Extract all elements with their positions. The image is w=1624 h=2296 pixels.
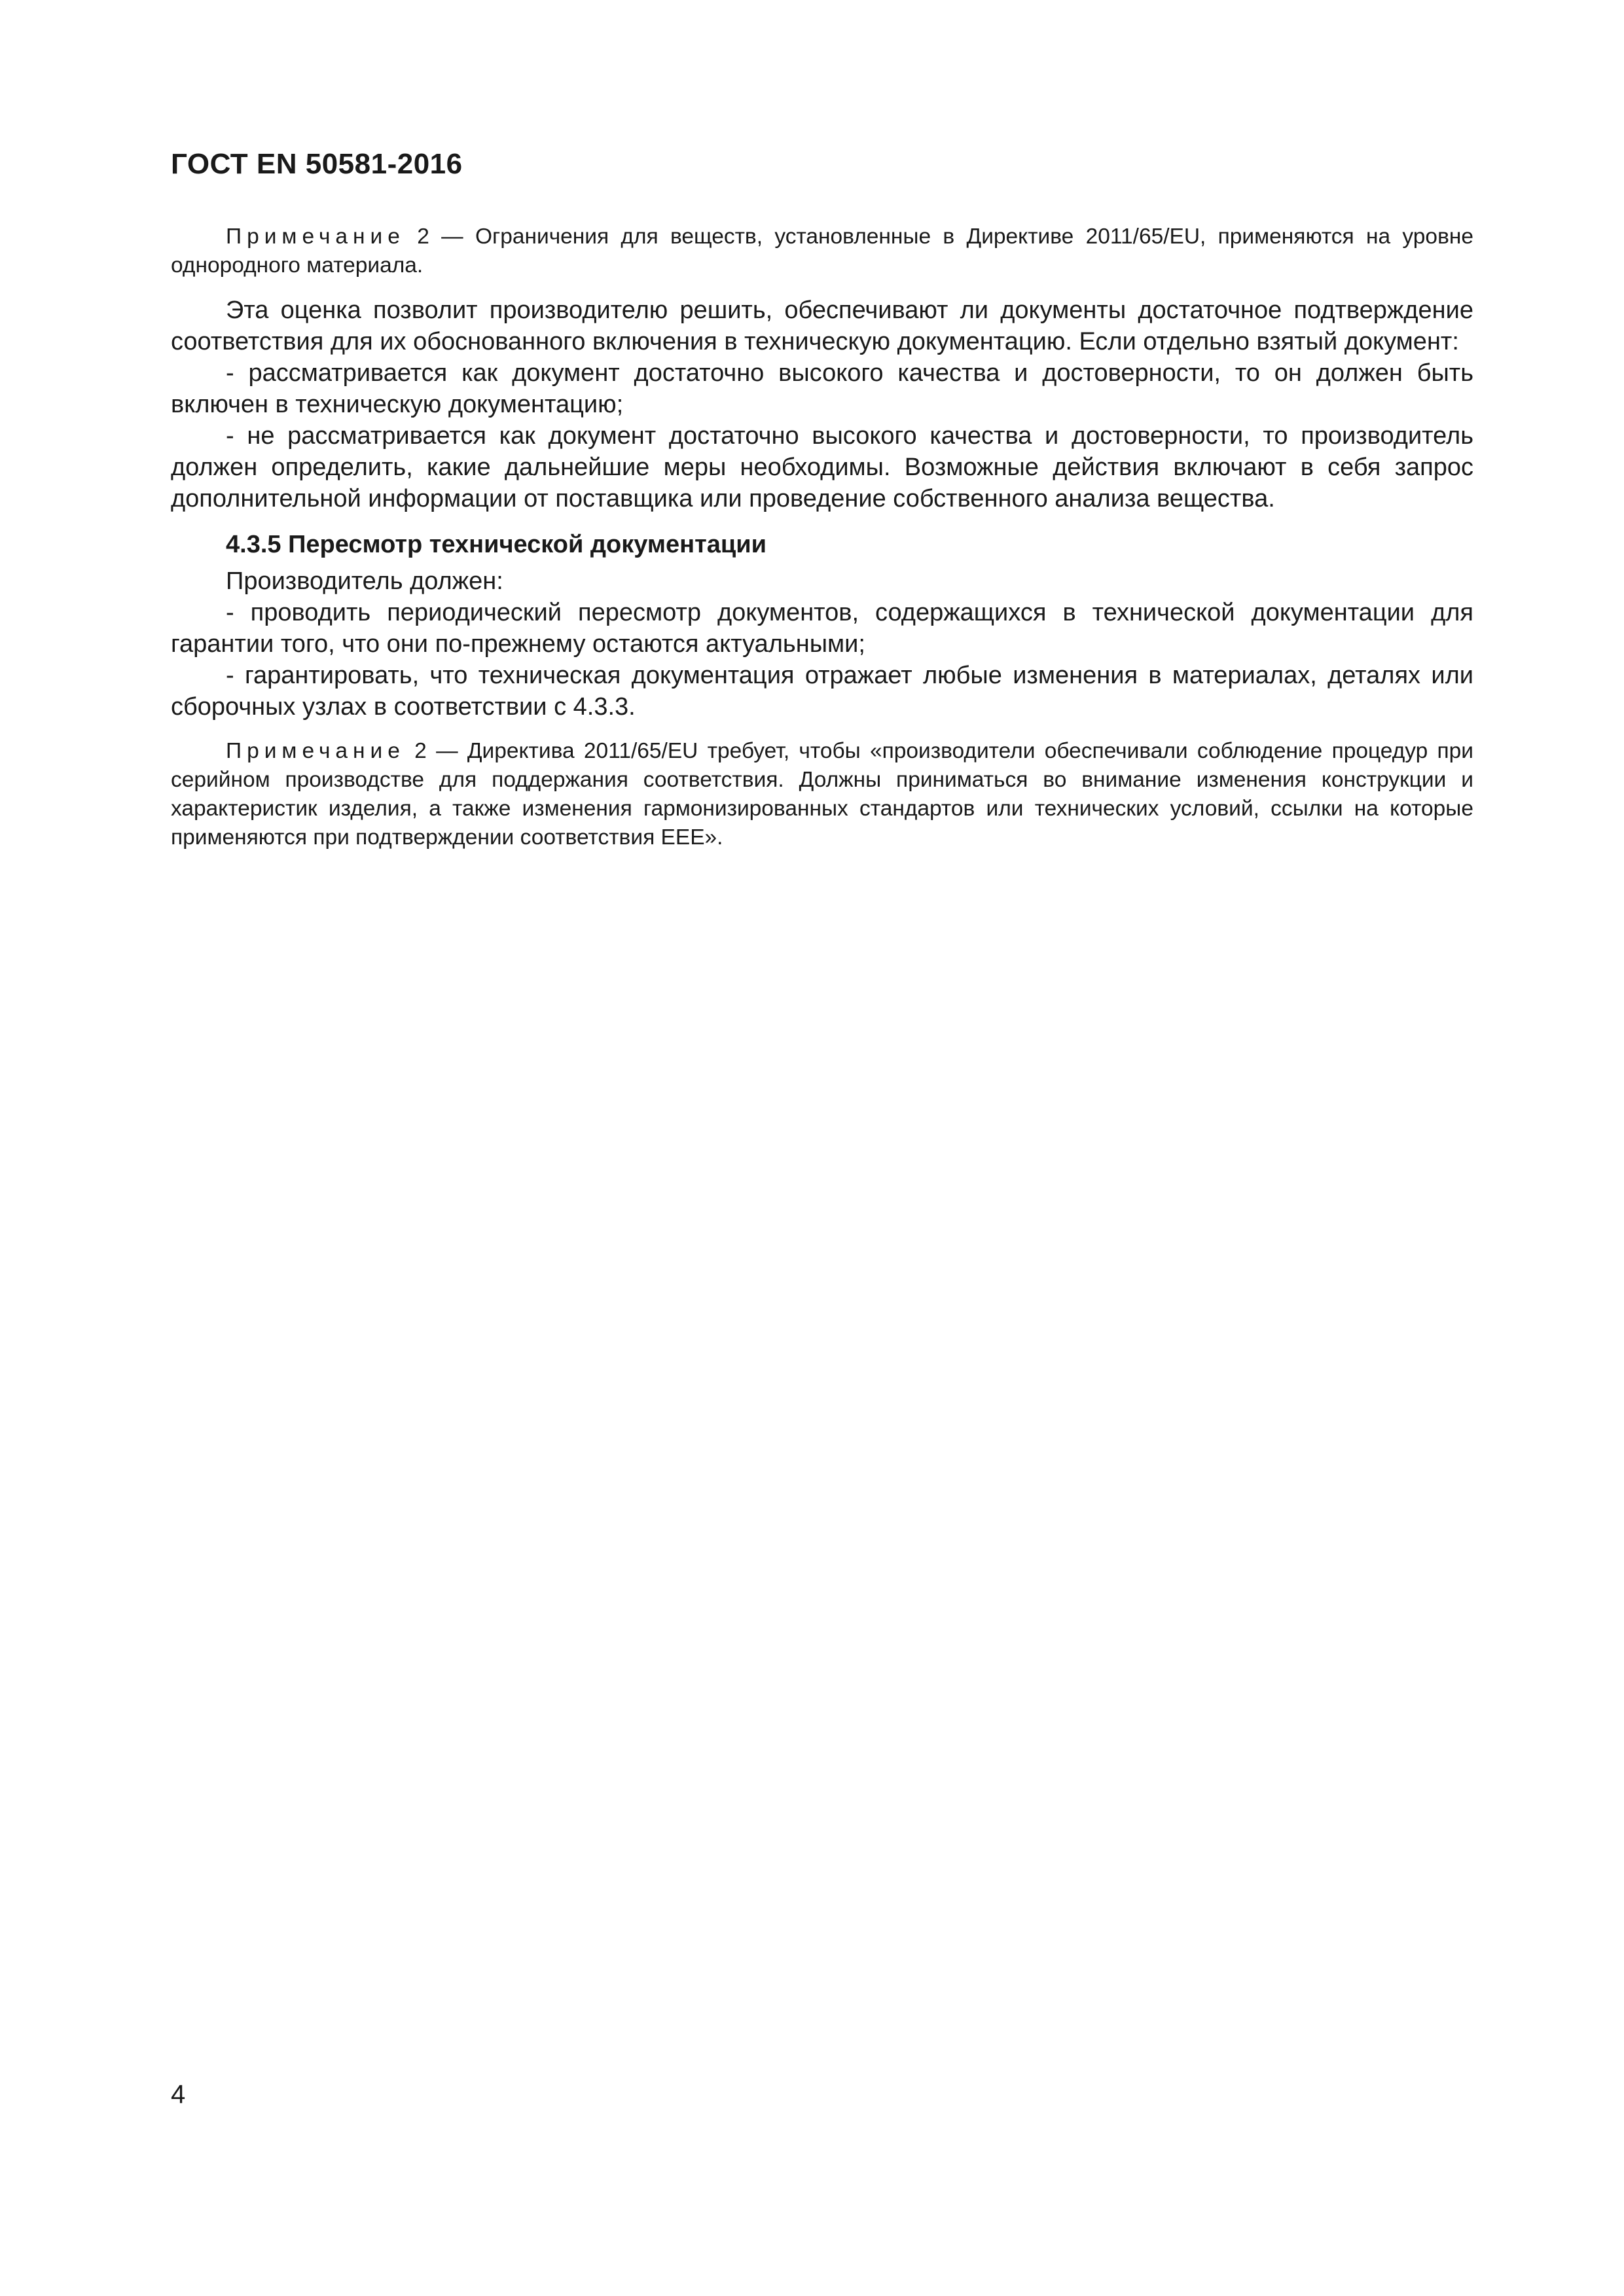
standard-code-header: ГОСТ EN 50581-2016 [171, 148, 463, 180]
spacer [171, 723, 1473, 737]
list-item-not-high-quality: - не рассматривается как документ достаточно высокого качества и достоверности, то производитель должен определить, какие дальнейшие меры необходимы. Возможные действия включают в себя запрос дополнительной информации от поставщика или проведение собственного анализа вещества. [171, 422, 1473, 512]
section-title: 4.3.5 Пересмотр технической документации [226, 531, 767, 558]
assessment-paragraph: Эта оценка позволит производителю решить, обеспечивают ли документы достаточное подтверждение соответствия для их обоснованного включения в техническую документацию. Если отдельно взятый документ: [171, 296, 1473, 355]
list-item-high-quality: - рассматривается как документ достаточно высокого качества и достоверности, то он должен быть включен в техническую документацию; [171, 359, 1473, 418]
section-intro: Производитель должен: [226, 567, 503, 595]
spacer [171, 560, 1473, 565]
note-1-prefix: Примечание [226, 224, 405, 249]
page-number: 4 [171, 2080, 186, 2109]
spacer [171, 514, 1473, 529]
note-2 [171, 737, 1473, 852]
page-content [171, 223, 1473, 852]
note-1 [171, 223, 1473, 280]
list-item-guarantee: - гарантировать, что техническая документация отражает любые изменения в материалах, деталях или сборочных узлах в соответствии с 4.3.3. [171, 662, 1473, 721]
note-2-text: 2 — Директива 2011/65/EU требует, чтобы «производители обеспечивали соблюдение процедур при серийном производстве для поддержания соответствия. Должны приниматься во внимание изменения конструкции и характеристик изделия, а также изменения гармонизированных стандартов или технических условий, ссылки на которые применяются при подтверждении соответствия EEE». [171, 739, 1473, 850]
note-2-prefix: Примечание [226, 739, 405, 763]
spacer [171, 280, 1473, 295]
note-1-text: 2 — Ограничения для веществ, установленные в Директиве 2011/65/EU, применяются на уровне однородного материала. [171, 224, 1473, 278]
list-item-review: - проводить периодический пересмотр документов, содержащихся в технической документации для гарантии того, что они по-прежнему остаются актуальными; [171, 599, 1473, 658]
